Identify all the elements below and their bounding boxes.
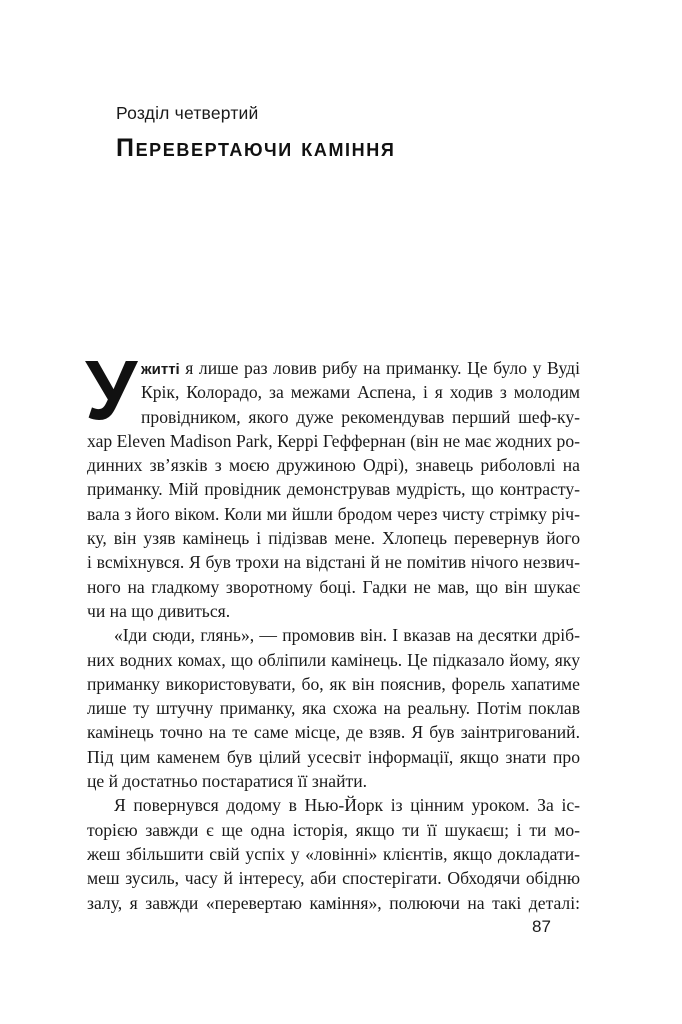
text-line: меш зусиль, часу й інтересу, аби спостерігати. Обходячи обідню xyxy=(87,868,580,889)
text-line: ного на гладкому зворотному боці. Гадки не мав, що він шукає xyxy=(87,576,580,597)
text-line: динних зв’язків з моєю дружиною Одрі), знавець риболовлі на xyxy=(87,455,580,476)
text-line: приманку. Мій провідник демонстрував мудрість, що контрасту- xyxy=(87,479,580,500)
text-line: провідником, якого дуже рекомендував перший шеф-ку- xyxy=(141,406,580,427)
text-line: хар Eleven Madison Park, Керрі Геффернан (він не має жодних ро- xyxy=(87,430,580,451)
body-text xyxy=(85,343,580,915)
text-line: жеш збільшити свій успіх у «ловінні» клієнтів, якщо докладати- xyxy=(87,843,580,864)
first-word: житті xyxy=(141,361,180,378)
text-line: Крік, Колорадо, за межами Аспена, і я ходив з молодим xyxy=(141,382,580,403)
text-line: і всміхнувся. Я був трохи на відстані й не помітив нічого незвич- xyxy=(87,552,580,573)
text-line: житті я лише раз ловив рибу на приманку. Це було у Вуді xyxy=(141,358,580,378)
text-line: приманку використовувати, бо, як він пояснив, форель хапатиме xyxy=(87,673,580,694)
text-line: Під цим каменем був цілий усесвіт інформації, якщо знати про xyxy=(87,746,580,767)
text-line: це й достатньо постаратися її знайти. xyxy=(87,771,368,792)
paragraph-2 xyxy=(87,623,580,793)
drop-cap: У xyxy=(85,343,138,437)
drop-cap-container xyxy=(85,343,138,437)
text-line: залу, я завжди «перевертаю каміння», полюючи на такі деталі: xyxy=(87,892,580,913)
chapter-label: Розділ четвертий xyxy=(116,103,259,123)
text-line: Я повернувся додому в Нью-Йорк із цінним уроком. За іс- xyxy=(114,795,580,816)
text-line: лише ту штучну приманку, яка схожа на реальну. Потім поклав xyxy=(87,698,580,719)
page-number: 87 xyxy=(532,917,551,936)
chapter-title: Перевертаючи каміння xyxy=(116,134,396,162)
text-line: «Іди сюди, глянь», — промовив він. І вказав на десятки дріб- xyxy=(114,625,580,646)
text-line: торією завжди є ще одна історія, якщо ти її шукаєш; і ти мо- xyxy=(87,819,580,840)
paragraph-1 xyxy=(85,343,580,623)
text-line: них водних комах, що обліпили камінець. Це підказало йому, яку xyxy=(87,649,580,670)
paragraph-3 xyxy=(87,793,580,914)
text-line: чи на що дивиться. xyxy=(87,600,231,621)
text-line: ку, він узяв камінець і підізвав мене. Хлопець перевернув його xyxy=(87,528,580,549)
text-line: камінець точно на те саме місце, де взяв. Я був заінтригований. xyxy=(87,722,580,743)
text-line: вала з його віком. Коли ми йшли бродом через чисту стрімку річ- xyxy=(87,503,580,524)
